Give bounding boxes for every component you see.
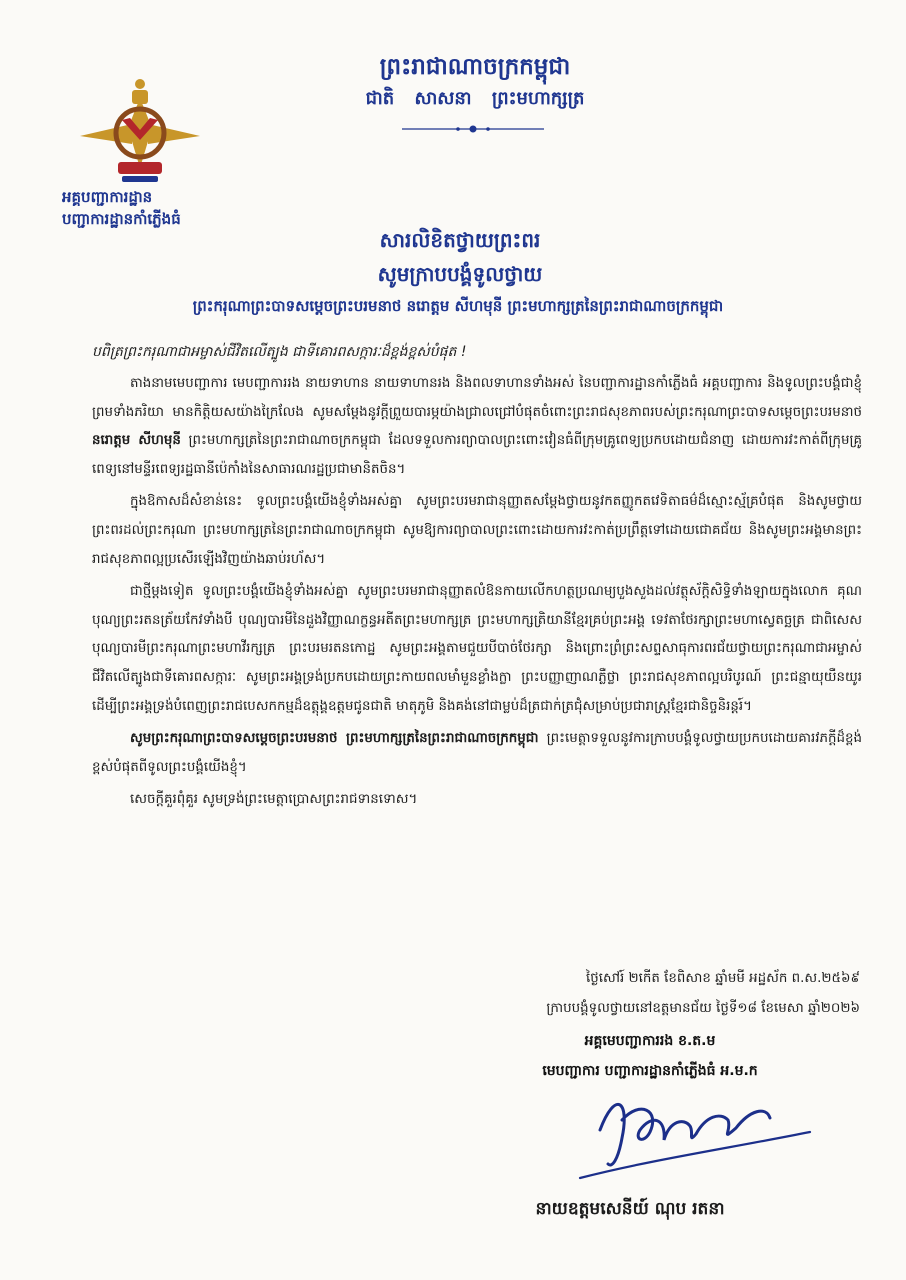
national-motto: ជាតិ សាសនា ព្រះមហាក្សត្រ	[365, 88, 585, 109]
paragraph-3: ជាថ្មីម្តងទៀត ទូលព្រះបង្គំយើងខ្ញុំទាំងអស់គ្នា សូមព្រះបរមរាជានុញ្ញាតលំឱនកាយលើកហត្ថប្រណម្យបួងសួងដល់វត្ថុស័ក្តិសិទ្ធិទាំងឡាយក្នុងលោក គុណបុណ្យព្រះរតនត្រ័យកែវទាំងបី បុណ្យបារមីនៃដួងវិញ្ញាណក្ខន្ធអតីតព្រះមហាក្សត្រ ព្រះមហាក្សត្រិយានីខ្មែរគ្រប់ព្រះអង្គ ទេវតាថែរក្សាព្រះមហាស្វេតច្ឆត្រ ជាពិសេសបុណ្យបារមីព្រះករុណាព្រះមហាវីរក្សត្រ ព្រះបរមរតនកោដ្ឋ សូមព្រះអង្គតាមជួយបីបាច់ថែរក្សា និងព្រោះព្រំព្រះសព្ទសាធុការពរជ័យថ្វាយព្រះករុណាជាអម្ចាស់ជីវិតលើត្បូងជាទីគោរពសក្ការៈ សូមព្រះអង្គទ្រង់ប្រកបដោយព្រះកាយពលមាំមួនខ្លាំងក្លា ព្រះបញ្ញាញាណភ្លឺថ្លា ព្រះរាជសុខភាពល្អបរិបូរណ៍ ព្រះជន្មាយុយឺនយូរ ដើម្បីព្រះអង្គទ្រង់បំពេញព្រះរាជបេសកកម្មដ៏ឧត្តុង្គឧត្តមជូនជាតិ មាតុភូមិ និងគង់នៅជាម្លប់ដ៏ត្រជាក់ត្រជុំសម្រាប់ប្រជារាស្ត្រខ្មែរជានិច្ចនិរន្តរ៍។	[92, 584, 862, 714]
military-emblem-icon	[70, 78, 210, 188]
letter-addressee: ព្រះករុណាព្រះបាទសម្តេចព្រះបរមនាថ នរោត្តម សីហមុនី ព្រះមហាក្សត្រនៃព្រះរាជាណាចក្រកម្ពុជា	[192, 297, 724, 315]
paragraph-5: សេចក្តីគួរពុំគួរ សូមទ្រង់ព្រះមេត្តាប្រោសព្រះរាជទានទោស។	[130, 792, 418, 808]
paragraph-1	[92, 370, 862, 484]
letter-title: សារលិខិតថ្វាយព្រះពរ	[379, 228, 541, 252]
paragraph-4	[92, 725, 862, 782]
signatory-title-1: អគ្គមេបញ្ជាការរង ខ.ត.ម	[584, 1033, 716, 1049]
salutation: បពិត្រព្រះករុណាជាអម្ចាស់ជីវិតលើត្បូង ជាទីគោរពសក្ការៈដ៏ខ្ពង់ខ្ពស់បំផុត !	[92, 344, 467, 360]
paragraph-4-text: ព្រះមេត្តាទទួលនូវការក្រាបបង្គំទូលថ្វាយប្រកបដោយគារវភក្តីដ៏ខ្ពង់ខ្ពស់បំផុតពីទូលព្រះបង្គំយើងខ្ញុំ។	[92, 731, 862, 775]
signer-name: នាយឧត្តមសេនីយ៍ ណុប រតនា	[535, 1199, 725, 1219]
paragraph-4-bold: សូមព្រះករុណាព្រះបាទសម្តេចព្រះបរមនាថ ព្រះមហាក្សត្រនៃព្រះរាជាណាចក្រកម្ពុជា	[130, 731, 539, 747]
solar-date: ក្រាបបង្គំទូលថ្វាយនៅឧត្តមានជ័យ ថ្ងៃទី១៨ ខែមេសា ឆ្នាំ២០២៦	[546, 1001, 860, 1016]
king-name: នរោត្តម សីហមុនី	[92, 433, 181, 449]
kingdom-heading: ព្រះរាជាណាចក្រកម្ពុជា	[379, 54, 571, 80]
unit-line-2: បញ្ជាការដ្ឋានកាំភ្លើងធំ	[62, 210, 181, 228]
signatory-title-2: មេបញ្ជាការ បញ្ជាការដ្ឋានកាំភ្លើងធំ អ.ម.ក	[542, 1063, 758, 1079]
paragraph-1-text-a: តាងនាមមេបញ្ជាការ មេបញ្ជាការរង នាយទាហាន នាយទាហានរង និងពលទាហានទាំងអស់ នៃបញ្ជាការដ្ឋានកាំភ្លើងធំ អគ្គបញ្ជាការ និងទូលព្រះបង្គំជាខ្ញុំ ព្រមទាំងភរិយា មានកិត្តិយសយ៉ាងក្រៃលែង សូមសម្តែងនូវក្តីព្រួយបារម្ភយ៉ាងជ្រាលជ្រៅបំផុតចំពោះព្រះរាជសុខភាពរបស់ព្រះករុណាព្រះបាទសម្តេចព្រះបរមនាថ	[92, 376, 862, 420]
issuing-unit	[62, 186, 262, 230]
unit-line-1: អគ្គបញ្ជាការដ្ឋាន	[62, 188, 153, 206]
paragraph-1-text-b: ព្រះមហាក្សត្រនៃព្រះរាជាណាចក្រកម្ពុជា ដែលទទួលការព្យាបាលព្រះពោះវៀនធំពីក្រុមគ្រូពេទ្យប្រកបដោយជំនាញ ដោយការវះកាត់ពីក្រុមគ្រូពេទ្យនៅមន្ទីរពេទ្យរដ្ឋធានីប៉េកាំងនៃសាធារណរដ្ឋប្រជាមានិតចិន។	[92, 433, 862, 477]
lunar-date: ថ្ងៃសៅរ៍ ២កើត ខែពិសាខ ឆ្នាំមមី អដ្ឋស័ក ព.ស.២៥៦៩	[585, 971, 860, 986]
paragraph-2: ក្នុងឱកាសដ៏សំខាន់នេះ ទូលព្រះបង្គំយើងខ្ញុំទាំងអស់គ្នា សូមព្រះបរមរាជានុញ្ញាតសម្តែងថ្វាយនូវកតញ្ញូកតវេទិតាធម៌ដ៏ស្មោះស្ម័គ្របំផុត និងសូមថ្វាយព្រះពរដល់ព្រះករុណា ព្រះមហាក្សត្រនៃព្រះរាជាណាចក្រកម្ពុជា សូមឱ្យការព្យាបាលព្រះពោះដោយការវះកាត់ប្រព្រឹត្តទៅដោយជោគជ័យ និងសូមព្រះអង្គមានព្រះរាជសុខភាពល្អប្រសើរឡើងវិញយ៉ាងឆាប់រហ័ស។	[92, 494, 862, 567]
letter-body	[92, 370, 862, 819]
handwritten-signature-icon	[560, 1060, 860, 1200]
letter-subtitle: សូមក្រាបបង្គំទូលថ្វាយ	[377, 262, 543, 286]
ornament-divider-icon	[398, 122, 548, 136]
date-block	[300, 964, 860, 1024]
